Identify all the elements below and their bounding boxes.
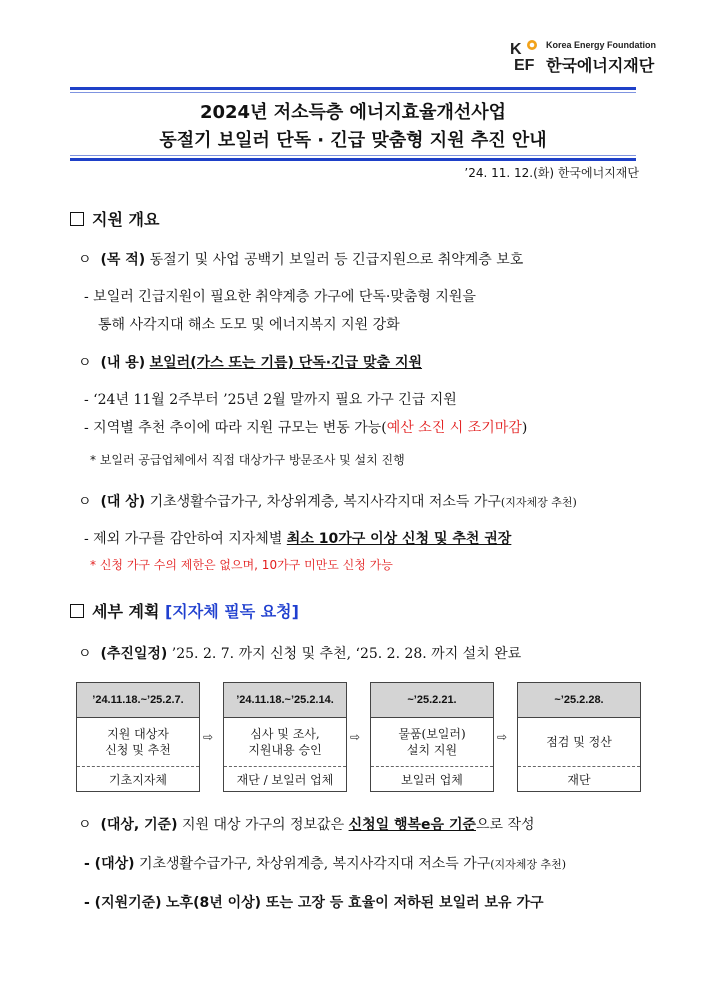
flow-step-owner: 기초지자체 bbox=[109, 772, 167, 787]
flow-step-owner: 보일러 업체 bbox=[401, 772, 463, 787]
target-sub-1: - 제외 가구를 감안하여 지자체별 최소 10가구 이상 신청 및 추천 권장 bbox=[84, 531, 512, 547]
content-sub-2: - 지역별 추천 추이에 따라 지원 규모는 변동 가능(예산 소진 시 조기마감) bbox=[84, 420, 528, 436]
purpose-sub-1: - 보일러 긴급지원이 필요한 취약계층 가구에 단독·맞춤형 지원을 bbox=[84, 289, 476, 305]
svg-text:EF: EF bbox=[514, 57, 535, 74]
purpose-sub-2: 통해 사각지대 해소 도모 및 에너지복지 지원 강화 bbox=[98, 317, 400, 333]
criteria-sub-2: - (지원기준) 노후(8년 이상) 또는 고장 등 효율이 저하된 보일러 보유 가구 bbox=[84, 895, 544, 911]
target-note: * 신청 가구 수의 제한은 없으며, 10가구 미만도 신청 가능 bbox=[90, 558, 393, 572]
flow-step-task: 물품(보일러) 설치 지원 bbox=[371, 718, 493, 767]
content-sub-1: - ‘24년 11월 2주부터 ’25년 2월 말까지 필요 가구 긴급 지원 bbox=[84, 392, 457, 408]
date-line: ’24. 11. 12.(화) 한국에너지재단 bbox=[464, 166, 639, 180]
section-1-heading: 지원 개요 bbox=[70, 207, 159, 230]
flow-arrow-icon: ⇨ bbox=[497, 730, 508, 744]
criteria-line: ㅇ (대상, 기준) 지원 대상 가구의 정보값은 신청일 행복e음 기준으로 작성 bbox=[78, 817, 535, 833]
kef-logo-icon bbox=[508, 36, 548, 76]
title-line-1: 2024년 저소득층 에너지효율개선사업 bbox=[199, 102, 507, 123]
checkbox-square-icon bbox=[70, 212, 84, 226]
foundation-logo bbox=[508, 36, 698, 76]
flow-step-4 bbox=[517, 682, 641, 792]
logo-korean-text: 한국에너지재단 bbox=[546, 56, 655, 75]
flow-step-1 bbox=[76, 682, 200, 792]
content-line: ㅇ (내 용) 보일러(가스 또는 기름) 단독·긴급 맞춤 지원 bbox=[78, 355, 423, 371]
flow-arrow-icon: ⇨ bbox=[203, 730, 214, 744]
svg-text:K: K bbox=[510, 41, 522, 58]
flow-step-task: 심사 및 조사, 지원내용 승인 bbox=[224, 718, 346, 767]
schedule-line: ㅇ (추진일정) ’25. 2. 7. 까지 신청 및 추천, ‘25. 2. 28. 까지 설치 완료 bbox=[78, 646, 522, 662]
flow-step-period: ~’25.2.28. bbox=[518, 683, 640, 718]
flow-arrow-icon: ⇨ bbox=[350, 730, 361, 744]
purpose-line: ㅇ (목 적) 동절기 및 사업 공백기 보일러 등 긴급지원으로 취약계층 보호 bbox=[78, 252, 524, 268]
target-line: ㅇ (대 상) 기초생활수급가구, 차상위계층, 복지사각지대 저소득 가구(지자체장 추천) bbox=[78, 494, 577, 510]
content-note: * 보일러 공급업체에서 직접 대상가구 방문조사 및 설치 진행 bbox=[90, 453, 405, 467]
flow-step-task: 지원 대상자 신청 및 추천 bbox=[77, 718, 199, 767]
flow-step-task: 점검 및 정산 bbox=[518, 718, 640, 767]
flow-step-period: ~’25.2.21. bbox=[371, 683, 493, 718]
flow-step-period: ’24.11.18.~’25.2.7. bbox=[77, 683, 199, 718]
title-box bbox=[70, 87, 636, 161]
logo-english-text: Korea Energy Foundation bbox=[546, 40, 657, 50]
flow-step-owner: 재단 bbox=[567, 772, 591, 787]
flow-step-owner: 재단 / 보일러 업체 bbox=[236, 772, 334, 787]
flow-step-3 bbox=[370, 682, 494, 792]
flow-step-2 bbox=[223, 682, 347, 792]
flow-step-period: ’24.11.18.~’25.2.14. bbox=[224, 683, 346, 718]
section-2-heading: 세부 계획 [지자체 필독 요청] bbox=[70, 599, 299, 622]
title-line-2: 동절기 보일러 단독 · 긴급 맞춤형 지원 추진 안내 bbox=[159, 130, 547, 151]
criteria-sub-1: - (대상) 기초생활수급가구, 차상위계층, 복지사각지대 저소득 가구(지자체장 추천) bbox=[84, 856, 567, 872]
checkbox-square-icon bbox=[70, 604, 84, 618]
